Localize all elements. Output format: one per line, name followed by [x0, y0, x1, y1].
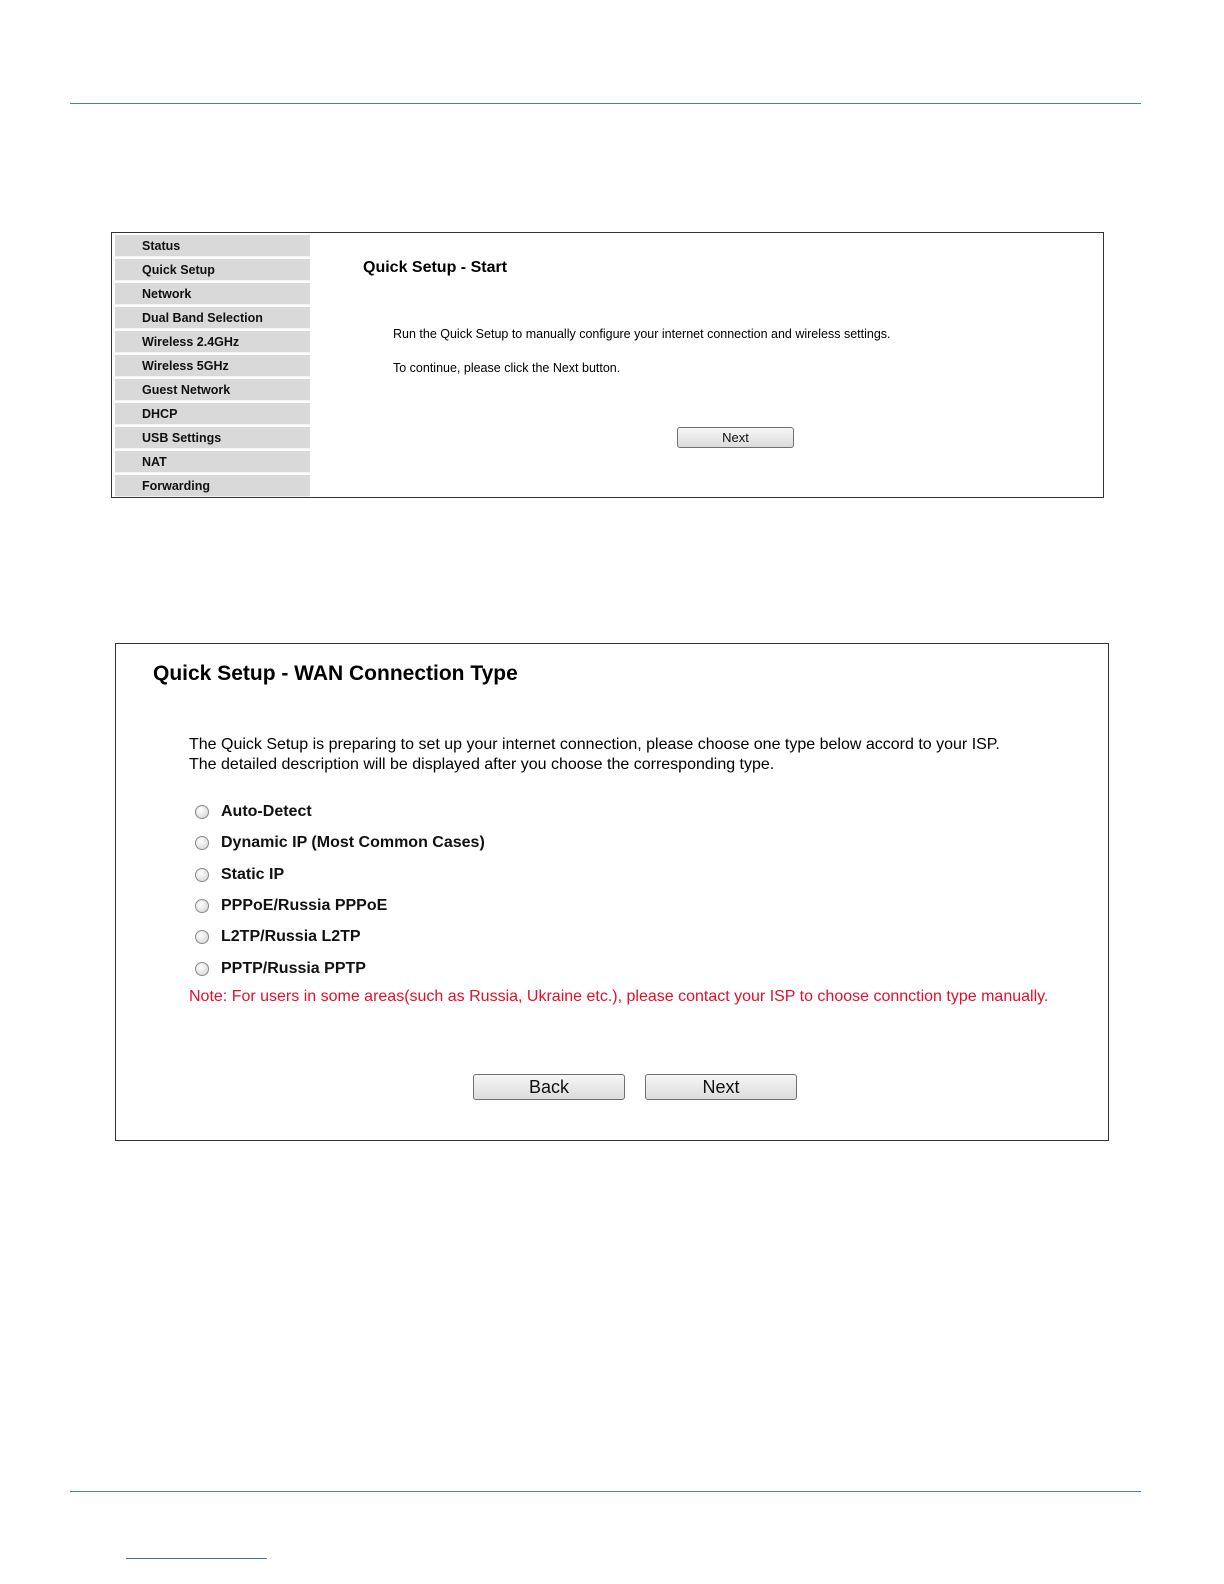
header-rule: [70, 103, 1141, 104]
sidebar-menu: [115, 235, 310, 498]
option-label: Dynamic IP (Most Common Cases): [221, 834, 485, 851]
description-line-2: The detailed description will be displayed after you choose the corresponding type.: [189, 756, 775, 773]
radio-button[interactable]: [195, 899, 209, 913]
next-button[interactable]: Next: [645, 1074, 797, 1100]
radio-button[interactable]: [195, 868, 209, 882]
option-pptp[interactable]: [195, 957, 366, 981]
sidebar-item-forwarding[interactable]: Forwarding: [115, 475, 310, 497]
description-line-1: The Quick Setup is preparing to set up your internet connection, please choose one type below accord to your ISP.: [189, 736, 1000, 753]
sidebar-item-dual-band-selection[interactable]: Dual Band Selection: [115, 307, 310, 329]
sidebar-item-dhcp[interactable]: DHCP: [115, 403, 310, 425]
intro-text: Run the Quick Setup to manually configure your internet connection and wireless settings.: [393, 327, 891, 341]
page-title: Quick Setup - WAN Connection Type: [153, 662, 518, 685]
footer-rule: [70, 1491, 1141, 1492]
radio-button[interactable]: [195, 836, 209, 850]
sidebar-item-wireless-5ghz[interactable]: Wireless 5GHz: [115, 355, 310, 377]
radio-button[interactable]: [195, 962, 209, 976]
sidebar-item-quick-setup[interactable]: Quick Setup: [115, 259, 310, 281]
option-label: PPTP/Russia PPTP: [221, 960, 366, 977]
radio-button[interactable]: [195, 930, 209, 944]
option-label: L2TP/Russia L2TP: [221, 928, 361, 945]
continue-text: To continue, please click the Next button.: [393, 361, 621, 375]
wan-connection-type-panel: [115, 643, 1109, 1141]
option-label: Static IP: [221, 866, 285, 883]
description: [189, 735, 1089, 775]
option-l2tp[interactable]: [195, 925, 361, 949]
option-static-ip[interactable]: [195, 863, 284, 887]
option-dynamic-ip[interactable]: [195, 831, 485, 855]
option-label: Auto-Detect: [221, 803, 312, 820]
sidebar-item-network[interactable]: Network: [115, 283, 310, 305]
option-label: PPPoE/Russia PPPoE: [221, 897, 388, 914]
back-button[interactable]: Back: [473, 1074, 625, 1100]
footer-underline: [126, 1558, 267, 1559]
option-auto-detect[interactable]: [195, 800, 312, 824]
option-pppoe[interactable]: [195, 894, 387, 918]
sidebar-item-nat[interactable]: NAT: [115, 451, 310, 473]
radio-button[interactable]: [195, 805, 209, 819]
quick-setup-start-panel: [111, 232, 1104, 498]
next-button[interactable]: Next: [677, 427, 794, 448]
sidebar-item-usb-settings[interactable]: USB Settings: [115, 427, 310, 449]
page-title: Quick Setup - Start: [363, 259, 508, 276]
sidebar-item-wireless-2-4ghz[interactable]: Wireless 2.4GHz: [115, 331, 310, 353]
sidebar-item-guest-network[interactable]: Guest Network: [115, 379, 310, 401]
sidebar-item-status[interactable]: Status: [115, 235, 310, 257]
isp-note: Note: For users in some areas(such as Russia, Ukraine etc.), please contact your ISP to choose connction type manually.: [189, 988, 1049, 1005]
